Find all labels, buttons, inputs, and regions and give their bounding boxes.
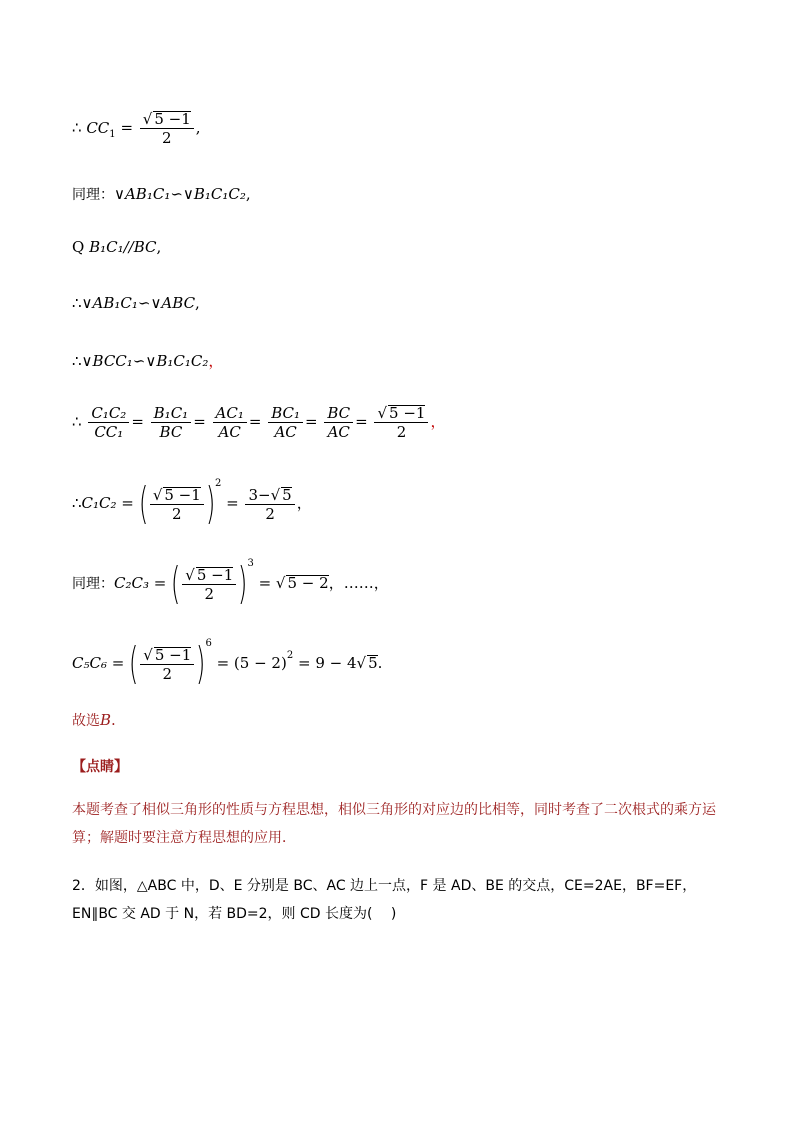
ratio-equation: ∴ $\frac{\text{C₁C₂}}{\text{CC₁}}$ = $\frac{\text{B₁C₁}}{BC}$ = $\frac{\text{AC₁}}{AC}$ = $\frac{\text{BC₁}}{AC}$ = $\frac{BC}{AC}$ = $\frac{√ 5 -1}{2}$ ， bbox=[72, 404, 446, 441]
dianjing-body: 本题考查了相似三角形的性质与方程思想，相似三角形的对应边的比相等，同时考查了二次根式的乘方运算；解题时要注意方程思想的应用． bbox=[72, 802, 716, 846]
section-title-dianjing: 【点睛】 bbox=[72, 759, 128, 775]
question-2: 2．如图，△ABC 中，D、E 分别是 BC、AC 边上一点，F 是 AD、BE 的交点，CE=2AE，BF=EF，EN∥BC 交 AD 于 N，若 BD=2，则 CD 长度为( ) bbox=[72, 878, 697, 922]
similar-triangles-line-3: ∴∨BCC₁∽∨B₁C₁C₂， bbox=[72, 352, 224, 370]
similar-triangles-line-2: ∴∨AB₁C₁∽∨ABC, bbox=[72, 294, 200, 312]
c1c2-equation: ∴C₁C₂ = ( $\frac{√ 5 -1}{2}$ )$^2$ = $\frac{3-√ 5}{2}$ ， bbox=[72, 478, 312, 529]
parallel-line: Q B₁C₁//BC, bbox=[72, 238, 162, 256]
because-symbol: Q bbox=[72, 238, 85, 256]
c5c6-equation: C₅C₆ = ( $\frac{√ 5 -1}{2}$ )$^6 = (5 - 2)^2 = 9 - 4√$ 5. bbox=[72, 638, 383, 689]
similar-triangles-line-1: 同理：∨AB₁C₁∽∨B₁C₁C₂, bbox=[72, 185, 251, 203]
fraction: $\frac{√ 5 -1}{2}$ bbox=[140, 110, 194, 147]
answer-line: 故选B. bbox=[72, 711, 116, 729]
c2c3-equation: 同理：C₂C₃ = ( $\frac{√ 5 -1}{2}$ )$^3$ = √ 5 − 2，……， bbox=[72, 558, 389, 609]
equation-cc1: ∴ $CC_1$ = $\frac{√ 5 -1}{2}$ , bbox=[72, 110, 201, 147]
therefore-symbol: ∴ bbox=[72, 118, 82, 137]
